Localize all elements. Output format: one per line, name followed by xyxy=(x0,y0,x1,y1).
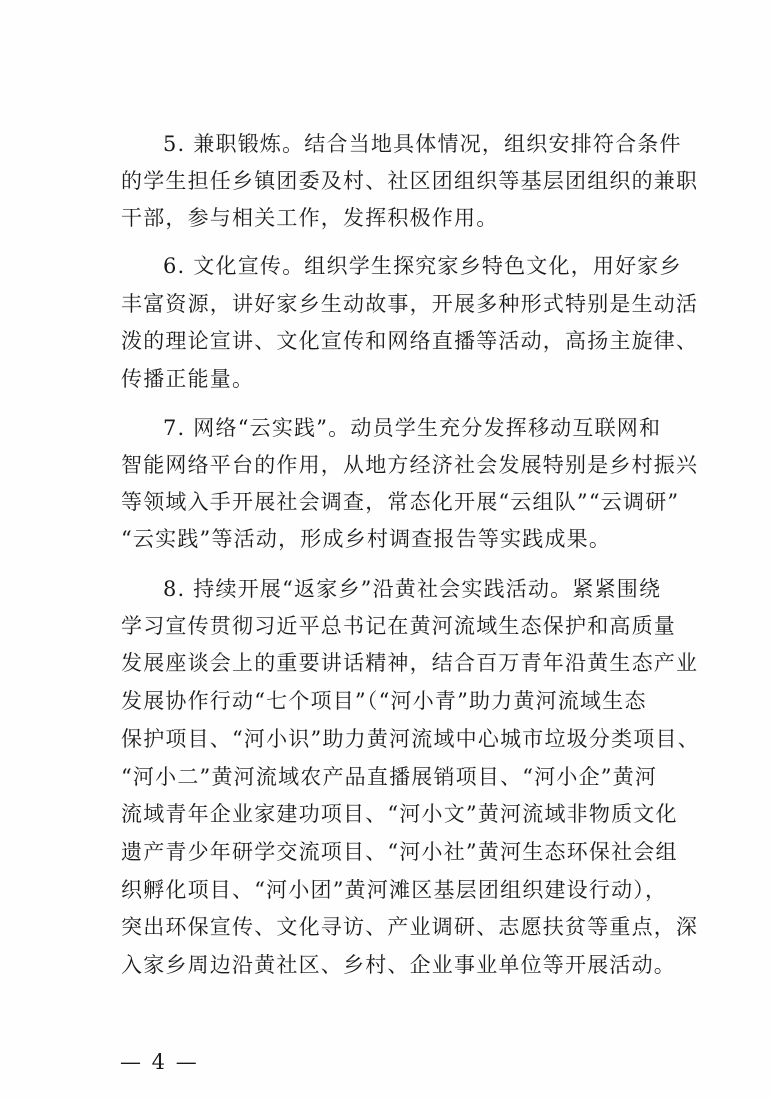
text-line: 的学生担任乡镇团委及村、社区团组织等基层团组织的兼职 xyxy=(121,169,699,193)
text-line: 干部，参与相关工作，发挥积极作用。 xyxy=(121,206,499,230)
text-line: “河小二”黄河流域农产品直播展销项目、“河小企”黄河 xyxy=(121,765,658,789)
text-line: 8. 持续开展“返家乡”沿黄社会实践活动。紧紧围绕 xyxy=(163,577,662,601)
text-line: 保护项目、“河小识”助力黄河流域中心城市垃圾分类项目、 xyxy=(121,727,700,751)
text-line: 7. 网络“云实践”。动员学生充分发挥移动互联网和 xyxy=(163,416,662,440)
text-line: 传播正能量。 xyxy=(121,367,255,391)
page-number: — 4 — xyxy=(120,1050,199,1074)
text-line: “云实践”等活动，形成乡村调查报告等实践成果。 xyxy=(121,527,612,551)
text-line: 发展座谈会上的重要讲话精神，结合百万青年沿黄生态产业 xyxy=(121,651,699,675)
text-line: 织孵化项目、“河小团”黄河滩区基层团组织建设行动）， xyxy=(121,878,668,902)
text-line: 突出环保宣传、文化寻访、产业调研、志愿扶贫等重点，深 xyxy=(121,915,699,939)
text-line: 入家乡周边沿黄社区、乡村、企业事业单位等开展活动。 xyxy=(121,953,676,977)
text-line: 6. 文化宣传。组织学生探究家乡特色文化，用好家乡 xyxy=(163,254,682,278)
text-line: 发展协作行动“七个项目”（“河小青”助力黄河流域生态 xyxy=(121,689,647,713)
text-line: 泼的理论宣讲、文化宣传和网络直播等活动，高扬主旋律、 xyxy=(121,329,699,353)
text-line: 等领域入手开展社会调查，常态化开展“云组队”“云调研” xyxy=(121,490,680,514)
text-line: 流域青年企业家建功项目、“河小文”黄河流域非物质文化 xyxy=(121,802,678,826)
text-line: 遗产青少年研学交流项目、“河小社”黄河生态环保社会组 xyxy=(121,840,678,864)
text-line: 丰富资源，讲好家乡生动故事，开展多种形式特别是生动活 xyxy=(121,292,699,316)
text-line: 5. 兼职锻炼。结合当地具体情况，组织安排符合条件 xyxy=(163,132,682,156)
text-line: 学习宣传贯彻习近平总书记在黄河流域生态保护和高质量 xyxy=(121,614,676,638)
text-line: 智能网络平台的作用，从地方经济社会发展特别是乡村振兴 xyxy=(121,453,699,477)
